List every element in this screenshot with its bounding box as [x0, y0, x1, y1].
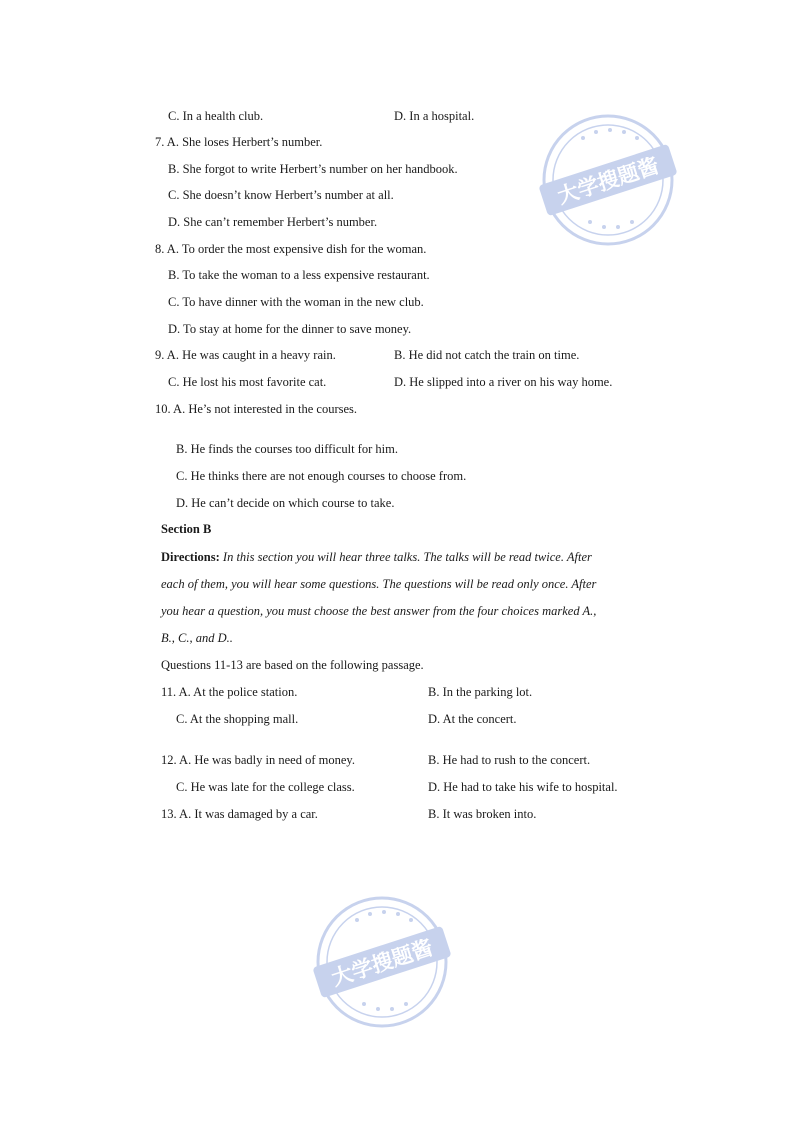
q7-option-a: 7. A. She loses Herbert’s number.	[155, 135, 323, 149]
q8-option-d: D. To stay at home for the dinner to save money.	[168, 322, 412, 336]
watermark-text: 大学搜题酱	[328, 935, 436, 991]
q12-option-b: B. He had to rush to the concert.	[428, 753, 591, 767]
watermark-text: 大学搜题酱	[554, 153, 662, 209]
q8-option-c: C. To have dinner with the woman in the new club.	[168, 295, 424, 309]
q12-option-a: 12. A. He was badly in need of money.	[161, 753, 355, 767]
q7-option-b: B. She forgot to write Herbert’s number on her handbook.	[168, 162, 458, 176]
q10-option-a: 10. A. He’s not interested in the courses.	[155, 402, 358, 416]
q10-option-b: B. He finds the courses too difficult for him.	[176, 442, 398, 456]
q13-option-a: 13. A. It was damaged by a car.	[161, 807, 318, 821]
q9-option-c: C. He lost his most favorite cat.	[168, 375, 327, 389]
q8-option-b: B. To take the woman to a less expensive restaurant.	[168, 268, 430, 282]
q10-option-d: D. He can’t decide on which course to take.	[176, 496, 395, 510]
q11-option-d: D. At the concert.	[428, 712, 517, 726]
q6-option-c: C. In a health club.	[168, 109, 264, 123]
q12-option-d: D. He had to take his wife to hospital.	[428, 780, 618, 794]
directions-text-1: In this section you will hear three talks. The talks will be read twice. After	[222, 550, 592, 564]
q6-option-d: D. In a hospital.	[394, 109, 475, 123]
q7-option-d: D. She can’t remember Herbert’s number.	[168, 215, 378, 229]
q11-option-b: B. In the parking lot.	[428, 685, 533, 699]
section-b-title: Section B	[161, 522, 212, 536]
q9-option-a: 9. A. He was caught in a heavy rain.	[155, 348, 336, 362]
directions-line-3: you hear a question, you must choose the best answer from the four choices marked A.,	[161, 604, 597, 618]
q10-option-c: C. He thinks there are not enough courses to choose from.	[176, 469, 467, 483]
q9-option-b: B. He did not catch the train on time.	[394, 348, 580, 362]
q12-option-c: C. He was late for the college class.	[176, 780, 355, 794]
directions-line-2: each of them, you will hear some questions. The questions will be read only once. After	[161, 577, 597, 591]
q11-option-c: C. At the shopping mall.	[176, 712, 299, 726]
watermark-stamp-icon	[538, 110, 678, 250]
q7-option-c: C. She doesn’t know Herbert’s number at all.	[168, 188, 394, 202]
q8-option-a: 8. A. To order the most expensive dish for the woman.	[155, 242, 427, 256]
directions-line-4: B., C., and D..	[161, 631, 233, 645]
passage-note: Questions 11-13 are based on the following passage.	[161, 658, 424, 672]
watermark-stamp-icon	[312, 892, 452, 1032]
directions-line-1	[161, 549, 592, 565]
q11-option-a: 11. A. At the police station.	[161, 685, 298, 699]
q9-option-d: D. He slipped into a river on his way home.	[394, 375, 613, 389]
directions-label: Directions:	[161, 550, 220, 564]
q13-option-b: B. It was broken into.	[428, 807, 537, 821]
